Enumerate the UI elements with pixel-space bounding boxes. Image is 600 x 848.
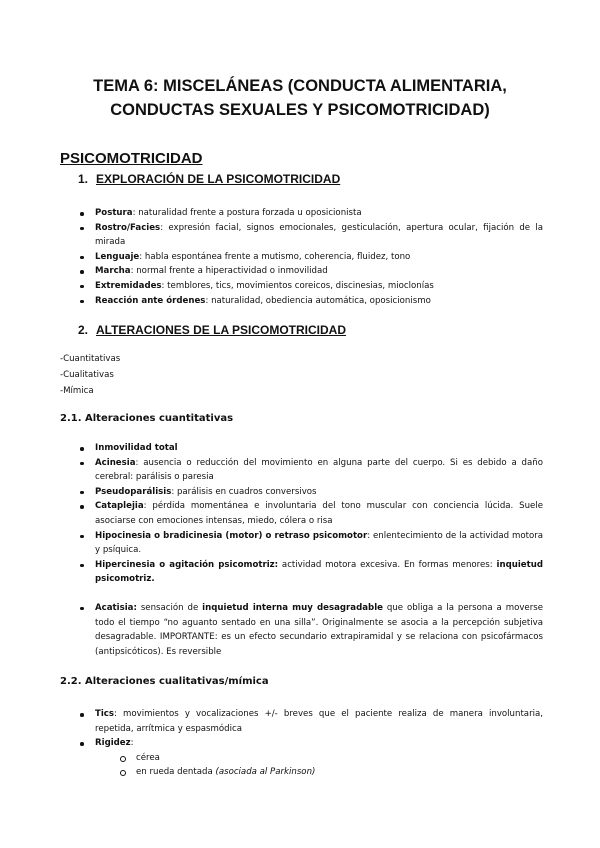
section-heading: PSICOMOTRICIDAD bbox=[60, 150, 203, 167]
list-item: Rigidez: cérea en rueda dentada (asociada al Parkinson) bbox=[78, 736, 543, 780]
cuantitativas-list bbox=[78, 441, 543, 659]
exploracion-list bbox=[78, 206, 543, 308]
list-item: Lenguaje: habla espontánea frente a mutismo, coherencia, fluidez, tono bbox=[78, 250, 543, 265]
list-item: Marcha: normal frente a hiperactividad o inmovilidad bbox=[78, 264, 543, 279]
heading-cuantitativas: 2.1. Alteraciones cuantitativas bbox=[60, 413, 234, 424]
list-item: Inmovilidad total bbox=[78, 441, 543, 456]
list-item: en rueda dentada (asociada al Parkinson) bbox=[119, 765, 543, 780]
alteration-types: -Cuantitativas -Cualitativas -Mímica bbox=[60, 354, 121, 396]
list-item: cérea bbox=[119, 751, 543, 766]
heading-exploracion: 1. EXPLORACIÓN DE LA PSICOMOTRICIDAD bbox=[78, 172, 341, 186]
cualitativas-list bbox=[78, 707, 543, 780]
rigidez-sublist bbox=[119, 751, 543, 780]
list-item: Extremidades: temblores, tics, movimientos coreicos, discinesias, mioclonías bbox=[78, 279, 543, 294]
heading-cualitativas: 2.2. Alteraciones cualitativas/mímica bbox=[60, 676, 269, 687]
list-item: Acinesia: ausencia o reducción del movimiento en alguna parte del cuerpo. Si es debido a daño cerebral: parálisis o paresia bbox=[78, 456, 543, 485]
list-item: Tics: movimientos y vocalizaciones +/- breves que el paciente realiza de manera involuntaria, repetida, arrítmica y espasmódica bbox=[78, 707, 543, 736]
list-item: Pseudoparálisis: parálisis en cuadros conversivos bbox=[78, 485, 543, 500]
list-item: Reacción ante órdenes: naturalidad, obediencia automática, oposicionismo bbox=[78, 294, 543, 309]
list-item: Hipocinesia o bradicinesia (motor) o retraso psicomotor: enlentecimiento de la actividad motora y psíquica. bbox=[78, 529, 543, 558]
heading-alteraciones: 2. ALTERACIONES DE LA PSICOMOTRICIDAD bbox=[78, 323, 347, 337]
list-item: Acatisia: sensación de inquietud interna muy desagradable que obliga a la persona a moverse todo el tiempo “no aguanto sentado en una silla”. Originalmente se asocia a la percepción subjetiva desagradable. IMPORTANTE: es un efecto secundario extrapiramidal y se relaciona con psicofármacos (antipsicóticos). Es reversible bbox=[78, 601, 543, 659]
list-item: Rostro/Facies: expresión facial, signos emocionales, gesticulación, apertura ocular, fijación de la mirada bbox=[78, 221, 543, 250]
document-title: TEMA 6: MISCELÁNEAS (CONDUCTA ALIMENTARIA, CONDUCTAS SEXUALES Y PSICOMOTRICIDAD) bbox=[93, 77, 507, 119]
list-item: Hipercinesia o agitación psicomotriz: actividad motora excesiva. En formas menores: inquietud psicomotriz. bbox=[78, 558, 543, 587]
list-item: Cataplejia: pérdida momentánea e involuntaria del tono muscular con conciencia lúcida. Suele asociarse con emociones intensas, miedo, cólera o risa bbox=[78, 499, 543, 528]
list-item: Postura: naturalidad frente a postura forzada u oposicionista bbox=[78, 206, 543, 221]
